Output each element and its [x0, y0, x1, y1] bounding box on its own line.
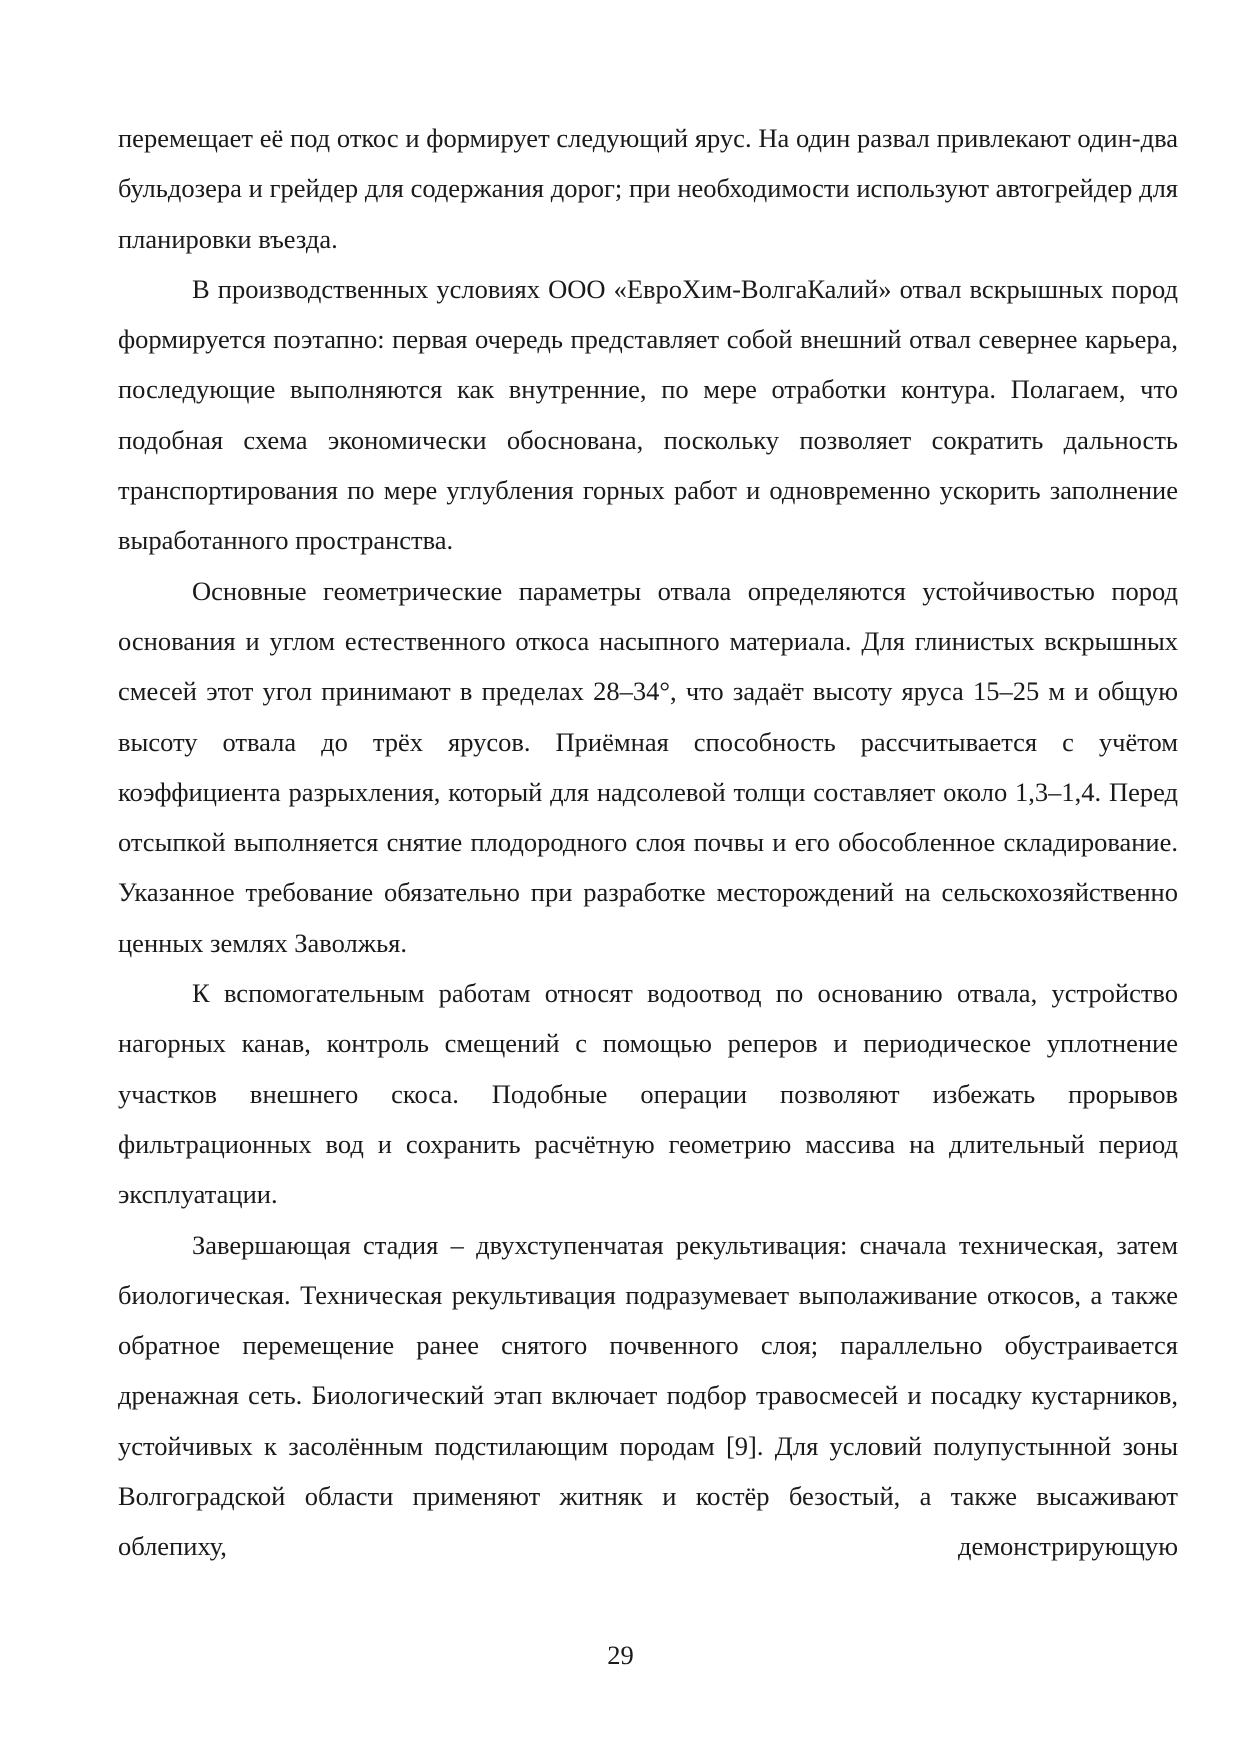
paragraph-2: В производственных условиях ООО «ЕвроХим-ВолгаКалий» отвал вскрышных пород формируется поэтапно: первая очередь представляет собой внешний отвал севернее карьера, последующие выполняются как внутренние, по мере отработки контура. Полагаем, что подобная схема экономически обоснована, поскольку позволяет сократить дальность транспортирования по мере углубления горных работ и одновременно ускорить заполнение выработанного пространства.	[118, 273, 1178, 556]
page-number: 29	[607, 1640, 634, 1670]
paragraph-4: К вспомогательным работам относят водоотвод по основанию отвала, устройство нагорных канав, контроль смещений с помощью реперов и периодическое уплотнение участков внешнего скоса. Подобные операции позволяют избежать прорывов фильтрационных вод и сохранить расчётную геометрию массива на длительный период эксплуатации.	[118, 978, 1178, 1210]
paragraph-1: перемещает её под откос и формирует следующий ярус. На один развал привлекают один-два бульдозера и грейдер для содержания дорог; при необходимости используют автогрейдер для планировки въезда.	[118, 123, 1178, 254]
paragraph-3: Основные геометрические параметры отвала определяются устойчивостью пород основания и углом естественного откоса насыпного материала. Для глинистых вскрышных смесей этот угол принимают в пределах 28–34°, что задаёт высоту яруса 15–25 м и общую высоту отвала до трёх ярусов. Приёмная способность рассчитывается с учётом коэффициента разрыхления, который для надсолевой толщи составляет около 1,3–1,4. Перед отсыпкой выполняется снятие плодородного слоя почвы и его обособленное складирование. Указанное требование обязательно при разработке месторождений на сельскохозяйственно ценных землях Заволжья.	[118, 575, 1178, 958]
body-text	[118, 113, 1178, 1572]
paragraph-5: Завершающая стадия – двухступенчатая рекультивация: сначала техническая, затем биологическая. Техническая рекультивация подразумевает выполаживание откосов, а также обратное перемещение ранее снятого почвенного слоя; параллельно обустраивается дренажная сеть. Биологический этап включает подбор травосмесей и посадку кустарников, устойчивых к засолённым подстилающим породам [9]. Для условий полупустынной зоны Волгоградской области применяют житняк и костёр безостый, а также высаживают облепиху, демонстрирующую	[118, 1229, 1178, 1562]
